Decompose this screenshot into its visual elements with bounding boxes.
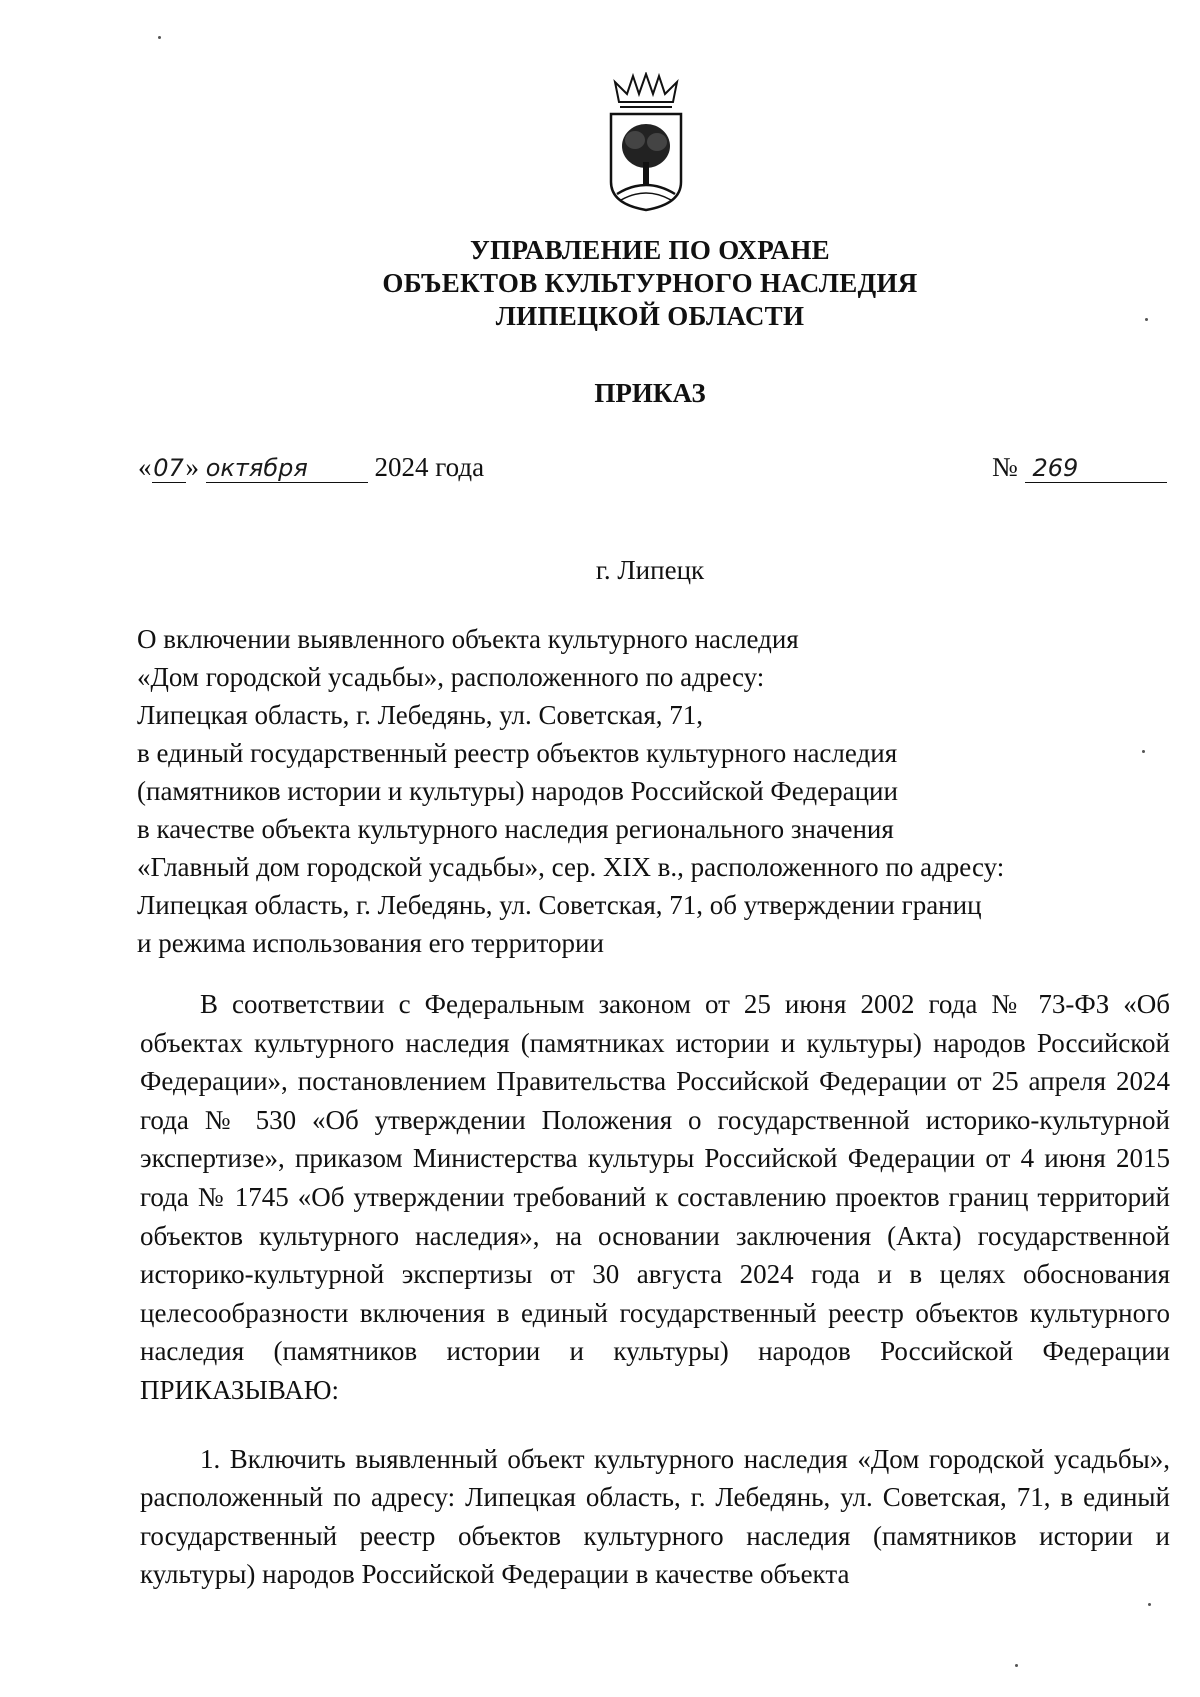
city-line: г. Липецк: [595, 555, 705, 585]
date-month-handwritten: октября: [206, 454, 368, 483]
subject-line: в единый государственный реестр объектов культурного наследия: [137, 738, 898, 768]
order-item-1: 1. Включить выявленный объект культурного наследия «Дом городской усадьбы», расположенный по адресу: Липецкая область, г. Лебедянь, ул. Советская, 71, в единый государственный реестр объектов культурного наследия (памятников истории и культуры) народов Российской Федерации в качестве объекта: [140, 1443, 1170, 1590]
order-subject: [137, 620, 1004, 962]
subject-line: «Главный дом городской усадьбы», сер. XIX в., расположенного по адресу:: [137, 852, 1005, 882]
order-date: [138, 452, 484, 483]
scan-speck: [1145, 318, 1148, 321]
scan-speck: [158, 36, 161, 39]
number-label: №: [992, 452, 1018, 482]
org-name-line-1: УПРАВЛЕНИЕ ПО ОХРАНЕ: [470, 235, 830, 265]
coat-of-arms-icon: [605, 72, 687, 212]
document-type-title: ПРИКАЗ: [594, 378, 706, 408]
subject-line: (памятников истории и культуры) народов Российской Федерации: [137, 776, 898, 806]
scan-speck: [1142, 750, 1145, 753]
subject-line: в качестве объекта культурного наследия регионального значения: [137, 814, 894, 844]
date-close-quote: »: [185, 452, 199, 482]
scan-speck: [1148, 1603, 1151, 1606]
date-open-quote: «: [138, 452, 152, 482]
org-name-line-3: ЛИПЕЦКОЙ ОБЛАСТИ: [495, 301, 805, 331]
subject-line: «Дом городской усадьбы», расположенного по адресу:: [137, 662, 765, 692]
date-year: 2024 года: [374, 452, 485, 482]
subject-line: и режима использования его территории: [137, 928, 604, 958]
scan-speck: [1015, 1664, 1018, 1667]
number-value-handwritten: 269: [1025, 454, 1167, 483]
subject-line: О включении выявленного объекта культурного наследия: [137, 624, 799, 654]
subject-line: Липецкая область, г. Лебедянь, ул. Советская, 71,: [137, 700, 704, 730]
org-name-line-2: ОБЪЕКТОВ КУЛЬТУРНОГО НАСЛЕДИЯ: [382, 268, 918, 298]
date-day-handwritten: 07: [153, 454, 184, 482]
order-number: [992, 452, 1167, 483]
preamble-paragraph: В соответствии с Федеральным законом от 25 июня 2002 года № 73-ФЗ «Об объектах культурного наследия (памятниках истории и культуры) народов Российской Федерации», постановлением Правительства Российской Федерации от 25 апреля 2024 года № 530 «Об утверждении Положения о государственной историко-культурной экспертизе», приказом Министерства культуры Российской Федерации от 4 июня 2015 года № 1745 «Об утверждении требований к составлению проектов границ территорий объектов культурного наследия», на основании заключения (Акта) государственной историко-культурной экспертизы от 30 августа 2024 года и в целях обоснования целесообразности включения в единый государственный реестр объектов культурного наследия (памятников истории и культуры) народов Российской Федерации ПРИКАЗЫВАЮ:: [140, 989, 1170, 1405]
order-body: [140, 985, 1170, 1594]
subject-line: Липецкая область, г. Лебедянь, ул. Советская, 71, об утверждении границ: [137, 890, 982, 920]
